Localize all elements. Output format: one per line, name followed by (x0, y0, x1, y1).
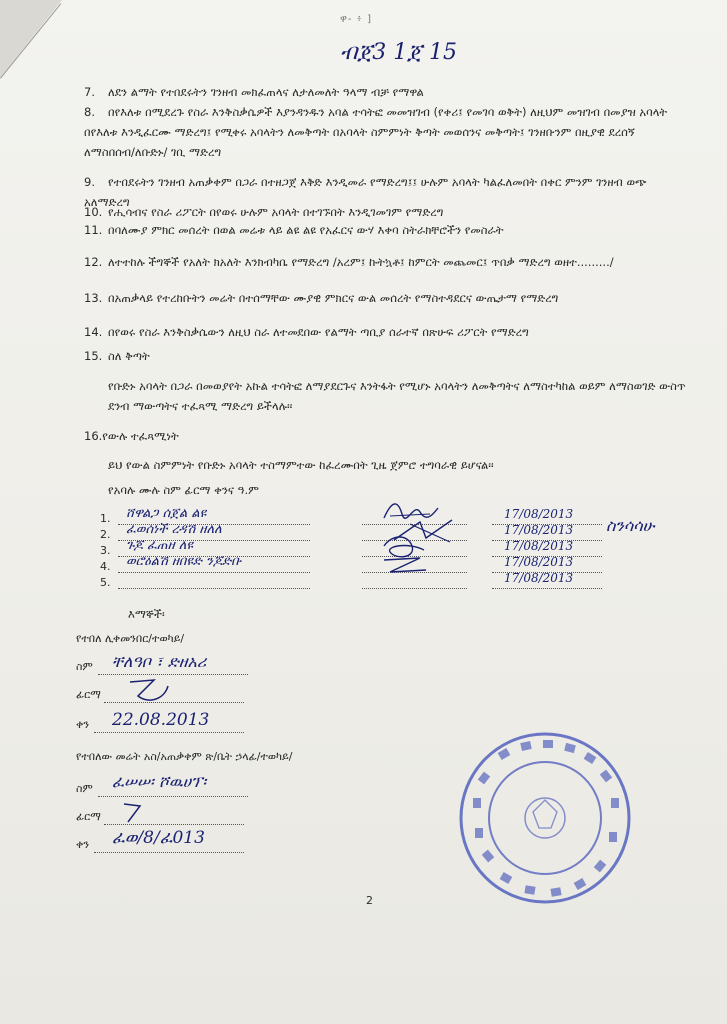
list-item: 9. የተበደሩትን ገንዘብ አጠቃቀም በጋራ በተዘጋጀ እቅድ እንዲመራ የማድረግ፤፤ ሁሉም አባላት ካልፈለመበት በቀር ምንም ገንዘብ ወጭ አለማድረግ (84, 175, 647, 209)
page-number: 2 (366, 894, 373, 907)
list-item: 11. በባለሙያ ምክር መሰረት በወል መሬቱ ላይ ልዩ ልዩ የአፈርና ውሃ እቀባ ስትራክቸሮችን የመስራት (84, 223, 504, 237)
list-item: 12. ለተተከሉ ችግኞች የአለት ክአለት እንክብካቤ የማድረግ /አረም፤ ኩትኳቶ፤ ከምርት መጨመር፤ ጥበቃ ማድረግ ወዘተ........./ (84, 255, 614, 269)
party2-date-line (94, 852, 244, 853)
members-header: የአባሉ ሙሉ ስም ፊርማ ቀንና ዓ.ም (108, 483, 259, 497)
party2-date-label: ቀን (76, 838, 90, 851)
party2-name-label: ስም (76, 782, 93, 795)
party1-name-label: ስም (76, 660, 93, 673)
party1-signature-label: ፊርማ (76, 688, 101, 701)
margin-note: ስንሳሳሁ (606, 516, 655, 535)
list-item: 7. ለደን ልማት የተበደሩትን ገንዘብ መክፈጠላና ለታለመለት ዓላማ ብቻ የማዋል (84, 85, 424, 99)
party1-title: የተበለ ሊቀመንበር/ተወካይ/ (76, 632, 185, 645)
top-mark: ዋ- ፥ ] (340, 14, 373, 25)
party2-name-line (98, 796, 248, 797)
official-seal-stamp-icon (455, 728, 635, 908)
list-item: 15. ስለ ቅጣት (84, 349, 150, 363)
member-row: 5. 17/08/2013 (100, 574, 620, 592)
party2-title: የተበለው መሬት አስ/አጠቃቀም ጽ/ቤት ኃላፊ/ተወካይ/ (76, 750, 293, 763)
handwritten-reference-number: ብጀ3 1ጀ 15 (340, 40, 458, 65)
member-row: 2. ፈወሰነች ረዳሽ ዘለለ 17/08/2013 (100, 526, 620, 544)
party1-date-label: ቀን (76, 718, 90, 731)
list-item: 10. የሒሳብና የስራ ሪፖርት በየወሩ ሁሉም አባላት በተገኙበት እንዲገመገም የማድረግ (84, 205, 444, 219)
signature-scribble-icon (124, 674, 174, 708)
witnesses-heading: እማኞች፡ (128, 607, 165, 621)
party2-date-value: ፈወ/8/ፈ013 (112, 828, 205, 848)
party1-date-value: 22.08.2013 (112, 710, 210, 730)
signature-scribble-icon (380, 552, 430, 576)
list-item: 8. በየእለቱ በሚደረጉ የስራ እንቅስቃሴዎች እያንዳንዱን አባል ተሳትፎ መመዝገብ (የቀሪ፤ የመገባ ወቅት) ለዚህም መዝገብ በመያዝ አባላት በየእለቱ እንዲፈርሙ ማድረግ፤ የሚቀሩ አባላትን ለመቅጣት በአባላት ስምምነት ቅጣት መወሰንና መቅጣት፤ ገንዘቡንም በዚያዊ ደረሰኝ ለማስበሰብ/ለቡድኑ/ ገቢ ማድረግ (84, 105, 668, 159)
member-row: 1. ሸዋልጋ ሰጀል ልዩ 17/08/2013 (100, 510, 620, 528)
member-row: 3. ጉጆ ፈጠዘ ለዩ 17/08/2013 (100, 542, 620, 560)
party2-signature-label: ፊርማ (76, 810, 101, 823)
list-item: 14. በየወሩ የስራ እንቅስቃሴውን ለዚህ ስራ ለተመደበው የልማት ጣቢያ ሰራተኛ በጽሁፍ ሪፖርት የማድረግ (84, 325, 529, 339)
validity-heading: 16.የውሉ ተፈጻሚነት (84, 429, 179, 443)
party2-name-value: ፈሠሠ፡ ሾዉሀፕ፡ (112, 772, 207, 791)
party1-date-line (94, 732, 244, 733)
list-item: 13. በአጠቃላይ የተረከቡትን መሬት በተሰማቸው ሙያዊ ምክርና ውል መሰረት የማስተዳደርና ውጤታማ የማድረግ (84, 291, 559, 305)
validity-text: ይህ የውል ስምምነት የቡድኑ አባላት ተስማምተው ከፈረሙበት ጊዜ ጀምሮ ተግባራዊ ይሆናል፡፡ (108, 458, 494, 472)
penalty-paragraph: የቡድኑ አባላት በጋራ በመወያየት አኩል ተሳትፎ ለማያደርጉና እንትፋት የሚሆኑ አባላትን ለመቅጣትና ለማስተካከል ወይም ለማስወገድ ውስጥ ደንብ ማውጣትና ተፈጻሚ ማድረግ ይችላሉ፡፡ (108, 379, 686, 413)
signature-scribble-icon (118, 798, 148, 828)
party1-name-value: ቸለዓቦ ፣ ድዘአሪ (112, 652, 207, 671)
member-row: 4. ወሮዕልሽ ዘበዩድ ንጆድቡ 17/08/2013 (100, 558, 620, 576)
